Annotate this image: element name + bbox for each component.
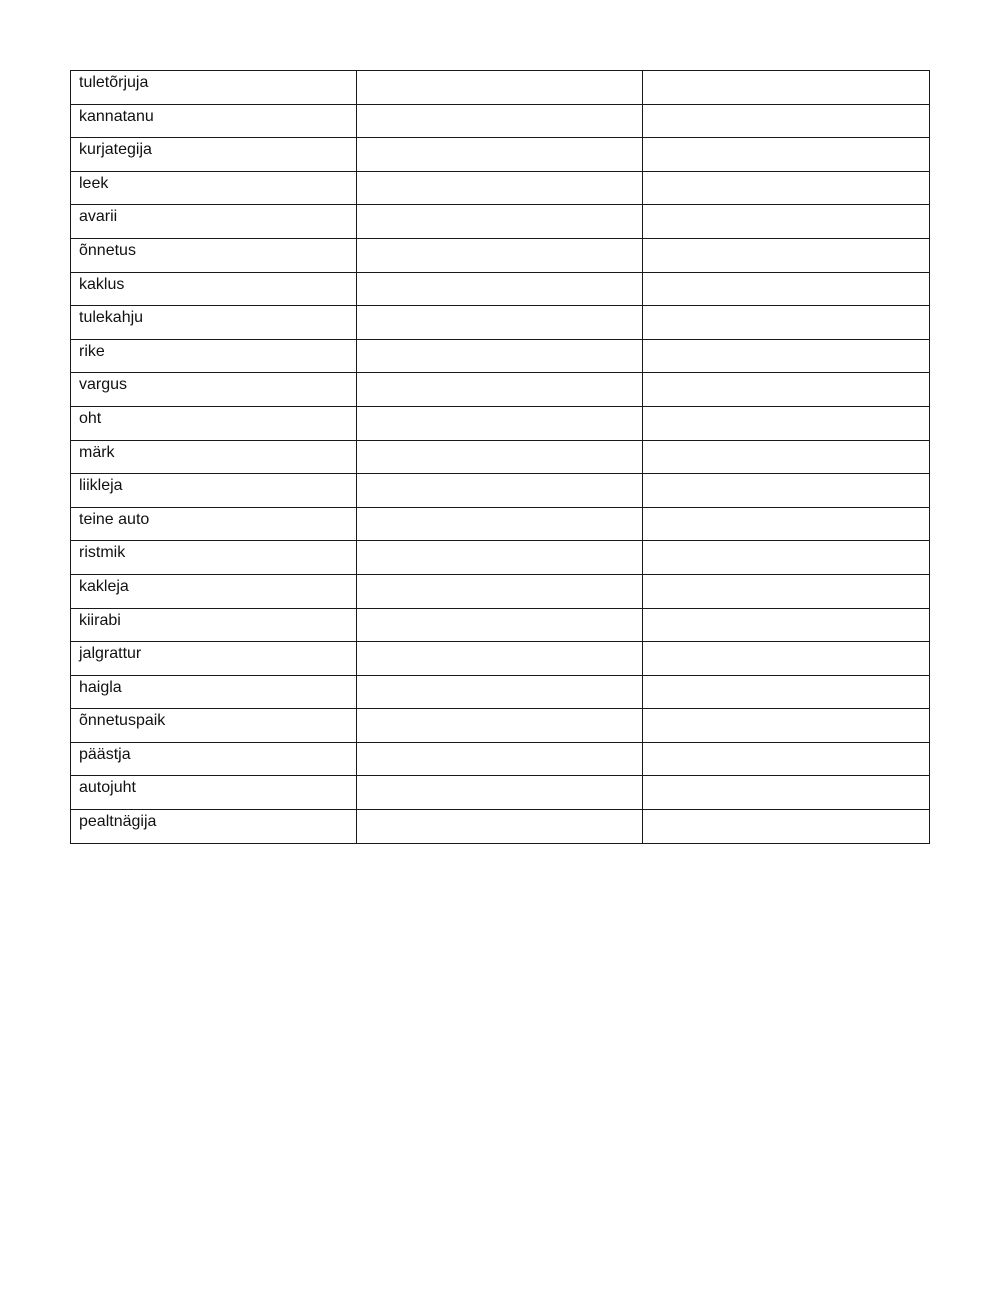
answer-cell-1[interactable] xyxy=(357,104,643,138)
table-row xyxy=(71,709,930,743)
table-row xyxy=(71,507,930,541)
word-cell xyxy=(71,507,357,541)
table-row xyxy=(71,138,930,172)
answer-cell-1[interactable] xyxy=(357,406,643,440)
word-cell xyxy=(71,776,357,810)
word-cell xyxy=(71,339,357,373)
answer-cell-1[interactable] xyxy=(357,205,643,239)
answer-cell-2[interactable] xyxy=(643,272,930,306)
answer-cell-1[interactable] xyxy=(357,574,643,608)
answer-cell-1[interactable] xyxy=(357,642,643,676)
word-label: avarii xyxy=(79,208,118,226)
word-label: teine auto xyxy=(79,510,150,528)
answer-cell-1[interactable] xyxy=(357,238,643,272)
answer-cell-1[interactable] xyxy=(357,440,643,474)
table-row xyxy=(71,574,930,608)
word-cell xyxy=(71,709,357,743)
answer-cell-2[interactable] xyxy=(643,171,930,205)
answer-cell-2[interactable] xyxy=(643,810,930,844)
word-cell xyxy=(71,675,357,709)
table-row xyxy=(71,104,930,138)
word-cell xyxy=(71,810,357,844)
answer-cell-1[interactable] xyxy=(357,339,643,373)
answer-cell-2[interactable] xyxy=(643,138,930,172)
word-label: leek xyxy=(79,174,109,192)
answer-cell-1[interactable] xyxy=(357,608,643,642)
table-row xyxy=(71,608,930,642)
answer-cell-2[interactable] xyxy=(643,205,930,239)
word-cell xyxy=(71,104,357,138)
word-label: päästja xyxy=(79,745,131,763)
table-row xyxy=(71,205,930,239)
word-label: jalgrattur xyxy=(79,645,142,663)
word-label: kiirabi xyxy=(79,611,121,629)
answer-cell-1[interactable] xyxy=(357,675,643,709)
table-row xyxy=(71,742,930,776)
word-cell xyxy=(71,474,357,508)
word-label: märk xyxy=(79,443,115,461)
answer-cell-1[interactable] xyxy=(357,138,643,172)
word-label: pealtnägija xyxy=(79,813,157,831)
answer-cell-2[interactable] xyxy=(643,574,930,608)
word-cell xyxy=(71,373,357,407)
word-label: haigla xyxy=(79,678,122,696)
answer-cell-1[interactable] xyxy=(357,810,643,844)
answer-cell-1[interactable] xyxy=(357,474,643,508)
answer-cell-1[interactable] xyxy=(357,541,643,575)
word-label: autojuht xyxy=(79,779,136,797)
word-cell xyxy=(71,440,357,474)
word-label: tuletõrjuja xyxy=(79,74,149,91)
word-cell xyxy=(71,406,357,440)
answer-cell-2[interactable] xyxy=(643,709,930,743)
answer-cell-2[interactable] xyxy=(643,776,930,810)
word-label: liikleja xyxy=(79,477,123,495)
table-row xyxy=(71,306,930,340)
table-row xyxy=(71,71,930,105)
word-label: tulekahju xyxy=(79,309,144,327)
table-row xyxy=(71,171,930,205)
word-cell xyxy=(71,541,357,575)
table-row xyxy=(71,272,930,306)
answer-cell-2[interactable] xyxy=(643,507,930,541)
word-cell xyxy=(71,608,357,642)
word-cell xyxy=(71,272,357,306)
answer-cell-2[interactable] xyxy=(643,642,930,676)
table-row xyxy=(71,776,930,810)
answer-cell-1[interactable] xyxy=(357,71,643,105)
answer-cell-1[interactable] xyxy=(357,272,643,306)
answer-cell-2[interactable] xyxy=(643,306,930,340)
word-label: vargus xyxy=(79,376,128,394)
answer-cell-2[interactable] xyxy=(643,104,930,138)
table-row xyxy=(71,675,930,709)
word-cell xyxy=(71,574,357,608)
answer-cell-1[interactable] xyxy=(357,742,643,776)
answer-cell-1[interactable] xyxy=(357,776,643,810)
word-label: kurjategija xyxy=(79,141,152,159)
word-label: õnnetus xyxy=(79,241,136,259)
word-cell xyxy=(71,138,357,172)
word-cell xyxy=(71,306,357,340)
word-label: oht xyxy=(79,409,102,427)
answer-cell-2[interactable] xyxy=(643,541,930,575)
answer-cell-2[interactable] xyxy=(643,71,930,105)
answer-cell-2[interactable] xyxy=(643,608,930,642)
answer-cell-2[interactable] xyxy=(643,474,930,508)
table-row xyxy=(71,406,930,440)
answer-cell-2[interactable] xyxy=(643,373,930,407)
table-row xyxy=(71,238,930,272)
word-label: kakleja xyxy=(79,577,129,595)
table-row xyxy=(71,541,930,575)
vocabulary-table-body xyxy=(71,71,930,844)
answer-cell-1[interactable] xyxy=(357,709,643,743)
answer-cell-1[interactable] xyxy=(357,306,643,340)
table-row xyxy=(71,642,930,676)
word-cell xyxy=(71,171,357,205)
word-cell xyxy=(71,642,357,676)
table-row xyxy=(71,810,930,844)
answer-cell-2[interactable] xyxy=(643,238,930,272)
word-label: rike xyxy=(79,342,105,360)
table-row xyxy=(71,373,930,407)
answer-cell-2[interactable] xyxy=(643,440,930,474)
answer-cell-2[interactable] xyxy=(643,675,930,709)
word-label: kaklus xyxy=(79,275,125,293)
word-label: õnnetuspaik xyxy=(79,712,166,730)
word-cell xyxy=(71,71,357,105)
vocabulary-table xyxy=(70,70,930,844)
answer-cell-1[interactable] xyxy=(357,507,643,541)
word-label: ristmik xyxy=(79,544,126,562)
word-cell xyxy=(71,742,357,776)
table-row xyxy=(71,339,930,373)
answer-cell-1[interactable] xyxy=(357,373,643,407)
table-row xyxy=(71,474,930,508)
answer-cell-2[interactable] xyxy=(643,742,930,776)
answer-cell-2[interactable] xyxy=(643,339,930,373)
answer-cell-1[interactable] xyxy=(357,171,643,205)
word-cell xyxy=(71,205,357,239)
word-label: kannatanu xyxy=(79,107,154,125)
word-cell xyxy=(71,238,357,272)
answer-cell-2[interactable] xyxy=(643,406,930,440)
table-row xyxy=(71,440,930,474)
